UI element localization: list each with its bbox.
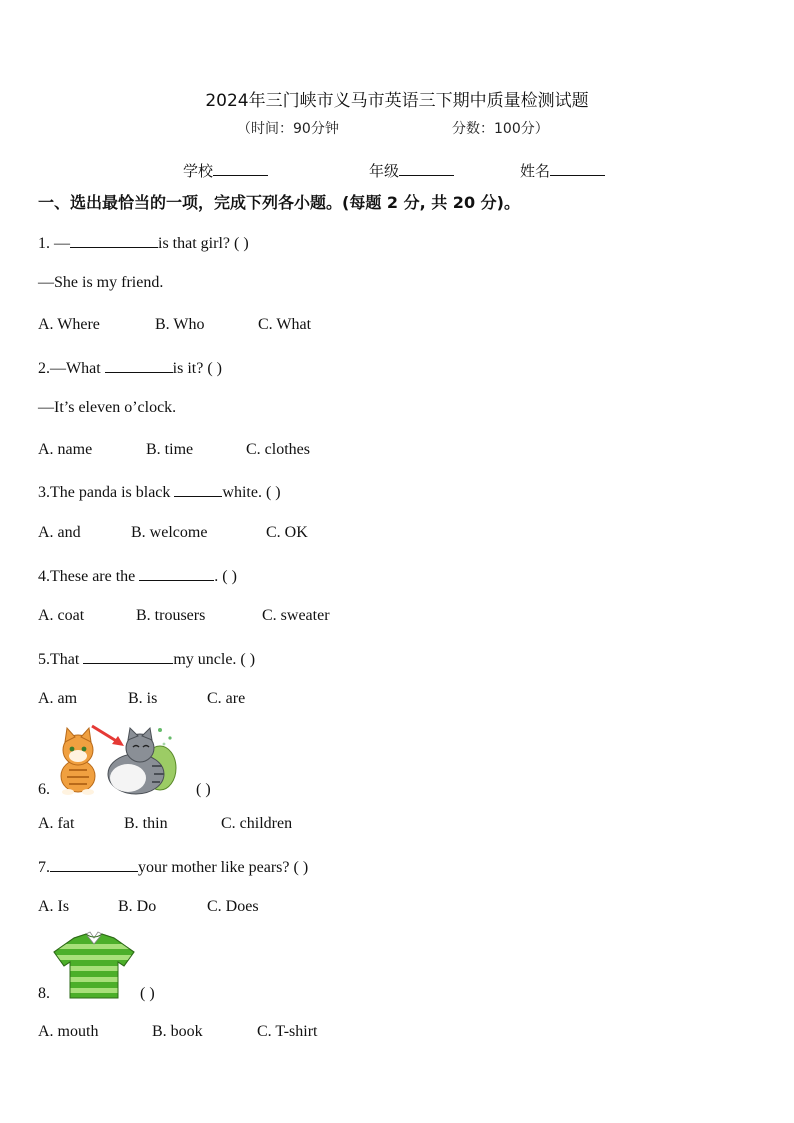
answer-blank[interactable] bbox=[139, 566, 214, 581]
page-title: 2024年三门峡市义马市英语三下期中质量检测试题 bbox=[205, 91, 589, 111]
option-c[interactable]: C. What bbox=[258, 316, 312, 333]
option-a[interactable]: A. and bbox=[38, 524, 81, 541]
option-c[interactable]: C. OK bbox=[266, 524, 308, 541]
answer-blank[interactable] bbox=[50, 857, 138, 872]
gray-cat-icon bbox=[108, 728, 164, 794]
answer-blank[interactable] bbox=[174, 482, 222, 497]
option-a[interactable]: A. am bbox=[38, 690, 78, 707]
answer-blank[interactable] bbox=[105, 358, 173, 373]
question-6-stem: 6. bbox=[38, 781, 50, 798]
section-heading: 一、选出最恰当的一项，完成下列各小题。(每题 2 分, 共 20 分)。 bbox=[38, 193, 520, 212]
option-b[interactable]: B. welcome bbox=[131, 524, 208, 541]
option-c[interactable]: C. sweater bbox=[262, 607, 330, 624]
option-b[interactable]: B. book bbox=[152, 1023, 203, 1040]
time-info: （时间：90分钟 bbox=[237, 121, 339, 137]
option-b[interactable]: B. thin bbox=[124, 815, 168, 832]
option-a[interactable]: A. coat bbox=[38, 607, 85, 624]
option-b[interactable]: B. time bbox=[146, 441, 194, 458]
grade-field[interactable] bbox=[369, 160, 454, 181]
answer-blank[interactable] bbox=[70, 233, 158, 248]
school-blank[interactable] bbox=[213, 161, 268, 176]
option-b[interactable]: B. Who bbox=[155, 316, 205, 333]
option-a[interactable]: A. name bbox=[38, 441, 93, 458]
question-1-stem: 1. — is that girl? ( ) bbox=[38, 235, 249, 252]
question-2-reply: —It’s eleven o’clock. bbox=[38, 399, 177, 416]
question-5-stem: 5.That my uncle. ( ) bbox=[38, 651, 256, 668]
question-4-stem: 4.These are the . ( ) bbox=[38, 568, 237, 585]
answer-blank[interactable] bbox=[83, 649, 173, 664]
question-2-stem: 2.—What is it? ( ) bbox=[38, 360, 222, 377]
name-field[interactable] bbox=[520, 160, 605, 181]
tshirt-picture bbox=[52, 930, 136, 1002]
name-label: 姓名 bbox=[520, 162, 551, 180]
school-field[interactable] bbox=[183, 160, 268, 181]
option-a[interactable]: A. Where bbox=[38, 316, 100, 333]
option-b[interactable]: B. Do bbox=[118, 898, 157, 915]
grade-label: 年级 bbox=[369, 162, 400, 180]
option-c[interactable]: C. clothes bbox=[246, 441, 310, 458]
tshirt-icon bbox=[52, 932, 136, 998]
question-8-stem: 8. bbox=[38, 985, 50, 1002]
grade-blank[interactable] bbox=[399, 161, 454, 176]
name-blank[interactable] bbox=[550, 161, 605, 176]
option-a[interactable]: A. Is bbox=[38, 898, 70, 915]
question-7-stem: 7. your mother like pears? ( ) bbox=[38, 859, 309, 876]
question-8-bracket: ( ) bbox=[140, 985, 155, 1002]
option-a[interactable]: A. mouth bbox=[38, 1023, 99, 1040]
option-c[interactable]: C. are bbox=[207, 690, 246, 707]
school-label: 学校 bbox=[183, 162, 214, 180]
question-6-bracket: ( ) bbox=[196, 781, 211, 798]
orange-cat-icon bbox=[61, 728, 95, 795]
option-c[interactable]: C. Does bbox=[207, 898, 259, 915]
option-c[interactable]: C. T-shirt bbox=[257, 1023, 318, 1040]
cats-picture bbox=[52, 722, 182, 796]
question-3-stem: 3.The panda is black white. ( ) bbox=[38, 484, 281, 501]
score-info: 分数：100分） bbox=[452, 121, 549, 137]
option-b[interactable]: B. trousers bbox=[136, 607, 206, 624]
option-c[interactable]: C. children bbox=[221, 815, 293, 832]
option-b[interactable]: B. is bbox=[128, 690, 158, 707]
question-1-reply: —She is my friend. bbox=[38, 274, 164, 291]
red-arrow-icon bbox=[92, 726, 124, 746]
option-a[interactable]: A. fat bbox=[38, 815, 75, 832]
